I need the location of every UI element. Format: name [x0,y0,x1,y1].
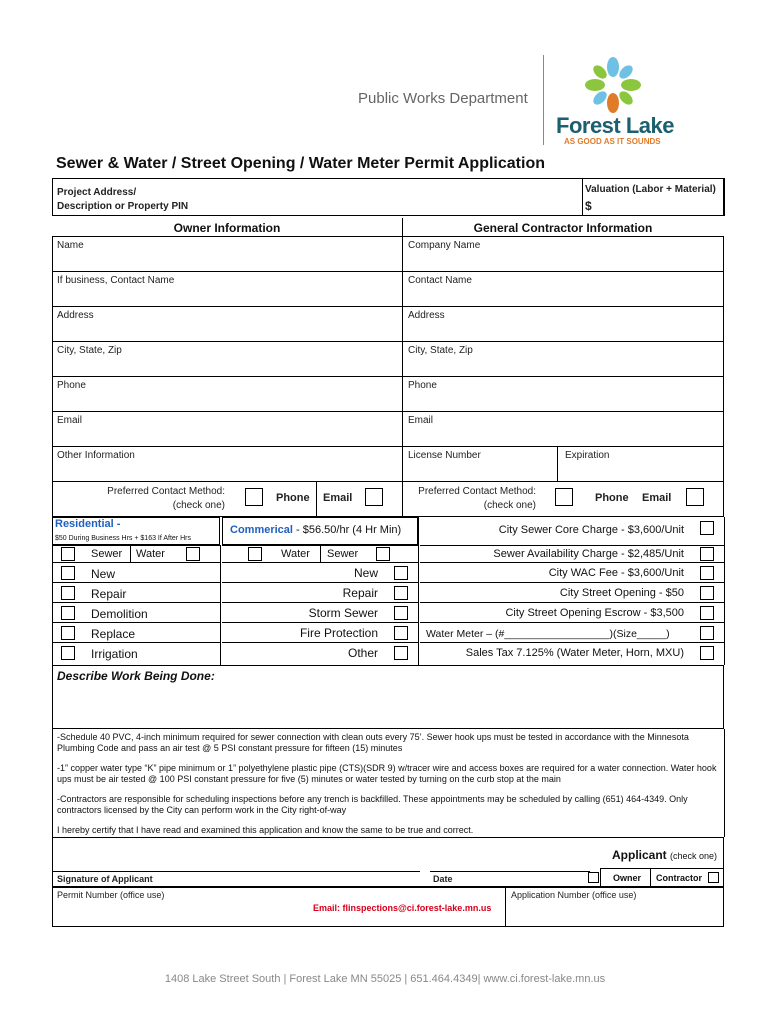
date-label: Date [433,874,453,884]
residential-rate: $50 During Business Hrs + $163 If After Hrs [55,535,191,542]
footer-address: 1408 Lake Street South | Forest Lake MN 55025 | 651.464.4349| www.ci.forest-lake.mn.us [164,973,606,985]
contractor-license-field[interactable]: License Number [408,450,481,461]
residential-irrigation-checkbox[interactable] [61,646,75,660]
commercial-new-checkbox[interactable] [394,566,408,580]
contractor-contact-method-label: Preferred Contact Method: [418,486,536,497]
commercial-storm-sewer-label: Storm Sewer [308,606,378,620]
owner-option: Owner [613,873,642,883]
commercial-sewer-label: Sewer [327,548,359,560]
contractor-city-field[interactable]: City, State, Zip [408,345,473,356]
commercial-sewer-checkbox[interactable] [376,547,390,561]
fee-street-escrow-checkbox[interactable] [700,606,714,620]
commercial-water-label: Water [281,548,310,560]
commercial-new-label: New [353,566,378,580]
commercial-title [230,524,401,536]
fee-sales-tax: Sales Tax 7.125% (Water Meter, Horn, MXU) [465,647,684,659]
contractor-contact-method-hint: (check one) [483,500,536,511]
fee-water-meter-checkbox[interactable] [700,626,714,640]
fee-sewer-availability-checkbox[interactable] [700,547,714,561]
contractor-email-option: Email [642,492,672,504]
residential-replace-label: Replace [91,627,136,641]
commercial-storm-sewer-checkbox[interactable] [394,606,408,620]
logo-tagline: AS GOOD AS IT SOUNDS [564,137,661,146]
header-divider [543,55,544,145]
contractor-company-field[interactable]: Company Name [408,240,481,251]
valuation-symbol: $ [585,199,592,213]
describe-work-label: Describe Work Being Done: [57,669,215,683]
fee-sales-tax-checkbox[interactable] [700,646,714,660]
contractor-expiration-field[interactable]: Expiration [565,450,610,461]
contractor-phone-option: Phone [595,492,629,504]
fee-water-meter[interactable]: Water Meter – (#__________________)(Size_____) [426,628,670,640]
residential-demolition-checkbox[interactable] [61,606,75,620]
contractor-contact-field[interactable]: Contact Name [408,275,472,286]
contractor-email-checkbox[interactable] [686,488,704,506]
inspection-email-link[interactable]: Email: flinspections@ci.forest-lake.mn.us [313,903,492,913]
residential-sewer-label: Sewer [91,548,123,560]
owner-contact-method-hint: (check one) [172,500,225,511]
owner-contact-field[interactable]: If business, Contact Name [57,275,175,286]
note-sewer: -Schedule 40 PVC, 4-inch minimum required for sewer connection with clean outs every 75’. Sewer hook ups must be tested in accordance with the Minnesota Plumbing Code and pass an air test @ 5 PSI constant pressure for fifteen (15) minutes [57,732,689,753]
fee-city-wac: City WAC Fee - $3,600/Unit [548,567,684,579]
owner-phone-field[interactable]: Phone [57,380,86,391]
fee-sewer-core-checkbox[interactable] [700,521,714,535]
logo-name: Forest Lake [556,113,674,138]
residential-replace-checkbox[interactable] [61,626,75,640]
commercial-repair-label: Repair [342,586,378,600]
fee-street-opening: City Street Opening - $50 [559,587,684,599]
fee-street-opening-checkbox[interactable] [700,586,714,600]
owner-heading: Owner Information [173,221,281,235]
residential-water-label: Water [136,548,165,560]
owner-phone-option: Phone [276,492,310,504]
owner-email-field[interactable]: Email [57,415,83,426]
residential-demolition-label: Demolition [91,607,148,621]
contractor-phone-field[interactable]: Phone [408,380,437,391]
contractor-email-field[interactable]: Email [408,415,434,426]
contractor-checkbox[interactable] [708,872,719,883]
residential-new-label: New [91,567,116,581]
owner-address-field[interactable]: Address [57,310,94,321]
residential-repair-checkbox[interactable] [61,586,75,600]
page-title: Sewer & Water / Street Opening / Water Meter Permit Application [56,155,545,172]
forest-lake-logo-icon [585,57,641,113]
residential-sewer-checkbox[interactable] [61,547,75,561]
residential-repair-label: Repair [91,587,127,601]
fee-city-wac-checkbox[interactable] [700,566,714,580]
owner-contact-method-label: Preferred Contact Method: [107,486,225,497]
project-address-label: Project Address/ [57,187,137,198]
application-number-field[interactable]: Application Number (office use) [511,890,637,900]
applicant-type-heading [612,848,717,862]
contractor-heading: General Contractor Information [473,221,653,235]
commercial-water-checkbox[interactable] [248,547,262,561]
commercial-other-checkbox[interactable] [394,646,408,660]
contractor-option: Contractor [656,873,703,883]
commercial-fire-protection-checkbox[interactable] [394,626,408,640]
residential-label: Residential - [55,518,121,530]
commercial-other-label: Other [347,646,378,660]
residential-new-checkbox[interactable] [61,566,75,580]
owner-email-option: Email [323,492,353,504]
certification-text: I hereby certify that I have read and examined this application and know the same to be true and correct. [57,825,474,835]
applicant-check-one: (check one) [670,851,718,861]
owner-email-checkbox[interactable] [365,488,383,506]
residential-water-checkbox[interactable] [186,547,200,561]
permit-number-field[interactable]: Permit Number (office use) [57,890,165,900]
owner-checkbox[interactable] [588,872,599,883]
fee-sewer-availability: Sewer Availability Charge - $2,485/Unit [493,548,684,560]
contractor-address-field[interactable]: Address [408,310,445,321]
signature-label: Signature of Applicant [57,874,153,884]
owner-city-field[interactable]: City, State, Zip [57,345,122,356]
applicant-heading: Applicant [612,848,667,862]
valuation-label: Valuation (Labor + Material) [585,184,716,195]
owner-other-field[interactable]: Other Information [57,450,135,461]
owner-name-field[interactable]: Name [57,240,84,251]
residential-irrigation-label: Irrigation [91,647,138,661]
commercial-label: Commerical [230,524,293,536]
note-inspections: -Contractors are responsible for scheduling inspections before any trench is backfilled. These appointments may be scheduled by calling (651) 464-4349. Only contractors licensed by the City can perform work in the City right-of-way [57,794,688,815]
owner-phone-checkbox[interactable] [245,488,263,506]
fee-sewer-core: City Sewer Core Charge - $3,600/Unit [498,524,684,536]
department-name: Public Works Department [358,90,528,107]
contractor-phone-checkbox[interactable] [555,488,573,506]
fee-street-escrow: City Street Opening Escrow - $3,500 [505,607,684,619]
commercial-fire-protection-label: Fire Protection [299,626,378,640]
commercial-rate: - $56.50/hr (4 Hr Min) [292,524,402,536]
project-desc-label: Description or Property PIN [57,201,189,212]
note-water: -1” copper water type “K” pipe minimum or 1” polyethylene plastic pipe (CTS)(SDR 9) w/tracer wire and access boxes are required for a water connection. Water hook ups must be air tested @ 100 PSI constant pressure for five (5) minutes or water tested by turning on the curb stop at the main [57,763,717,784]
commercial-repair-checkbox[interactable] [394,586,408,600]
